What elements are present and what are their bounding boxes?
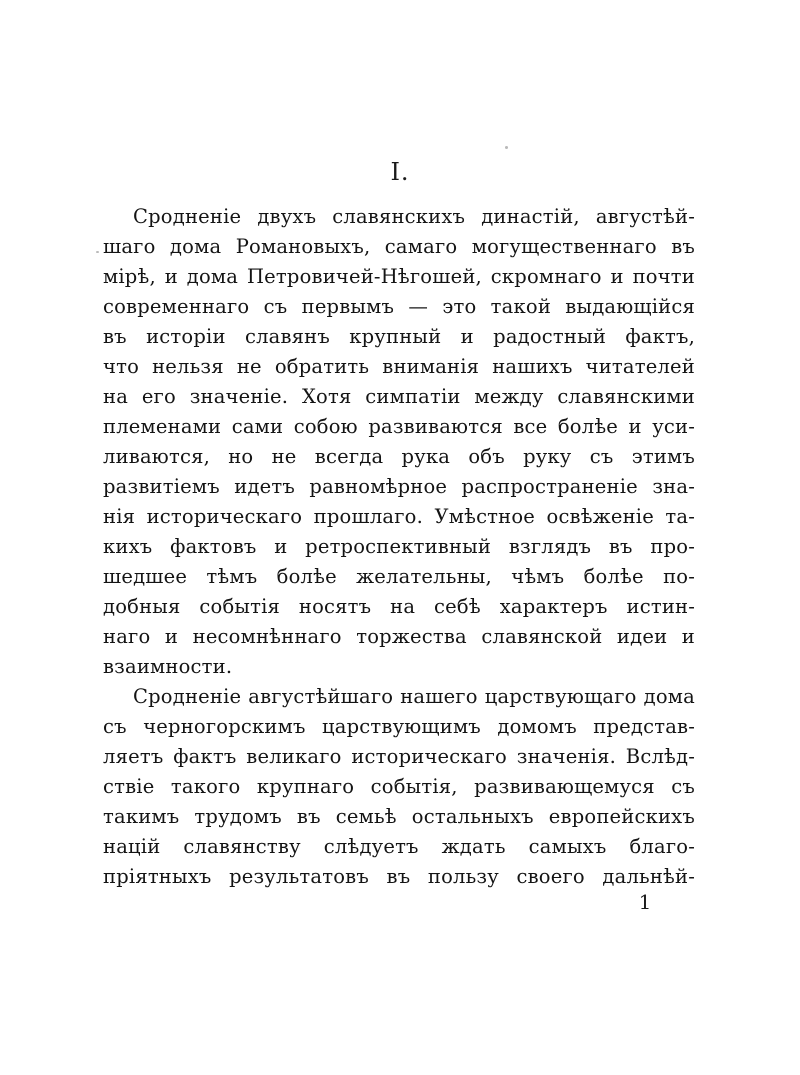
- body-text: [103, 202, 695, 892]
- text-line: племенами сами собою развиваются все болѣе и уси-: [103, 415, 695, 438]
- text-line: наго и несомнѣннаго торжества славянской идеи и: [103, 625, 695, 648]
- text-line: пріятныхъ результатовъ въ пользу своего дальнѣй-: [103, 865, 695, 888]
- text-line: такимъ трудомъ въ семьѣ остальныхъ европейскихъ: [103, 805, 695, 828]
- text-line: ливаются, но не всегда рука объ руку съ этимъ: [103, 445, 695, 468]
- text-line: націй славянству слѣдуетъ ждать самыхъ благо-: [103, 835, 695, 858]
- page-number: 1: [638, 890, 652, 914]
- section-heading: I.: [390, 158, 410, 186]
- text-line: нія историческаго прошлаго. Умѣстное освѣженіе та-: [103, 505, 695, 528]
- text-line: шаго дома Романовыхъ, самаго могущественнаго въ: [103, 235, 695, 258]
- text-line: что нельзя не обратить вниманія нашихъ читателей: [103, 355, 695, 378]
- text-line: мірѣ, и дома Петровичей-Нѣгошей, скромнаго и почти: [103, 265, 695, 288]
- text-line: на его значеніе. Хотя симпатіи между славянскими: [103, 385, 695, 408]
- scan-speck: [505, 146, 508, 149]
- text-line: ствіе такого крупнаго событія, развивающемуся съ: [103, 775, 695, 798]
- text-line: добныя событія носятъ на себѣ характеръ истин-: [103, 595, 695, 618]
- text-line: Сродненіе двухъ славянскихъ династій, августѣй-: [133, 205, 695, 228]
- text-line: Сродненіе августѣйшаго нашего царствующаго дома: [133, 685, 695, 708]
- text-line: съ черногорскимъ царствующимъ домомъ представ-: [103, 715, 695, 738]
- text-line: ляетъ фактъ великаго историческаго значенія. Вслѣд-: [103, 745, 695, 768]
- text-line: взаимности.: [103, 655, 233, 678]
- text-line: въ исторіи славянъ крупный и радостный фактъ,: [103, 325, 695, 348]
- text-line: развитіемъ идетъ равномѣрное распространеніе зна-: [103, 475, 695, 498]
- text-line: современнаго съ первымъ — это такой выдающійся: [103, 295, 695, 318]
- text-line: кихъ фактовъ и ретроспективный взглядъ въ про-: [103, 535, 695, 558]
- scan-speck: [96, 251, 99, 253]
- text-line: шедшее тѣмъ болѣе желательны, чѣмъ болѣе по-: [103, 565, 695, 588]
